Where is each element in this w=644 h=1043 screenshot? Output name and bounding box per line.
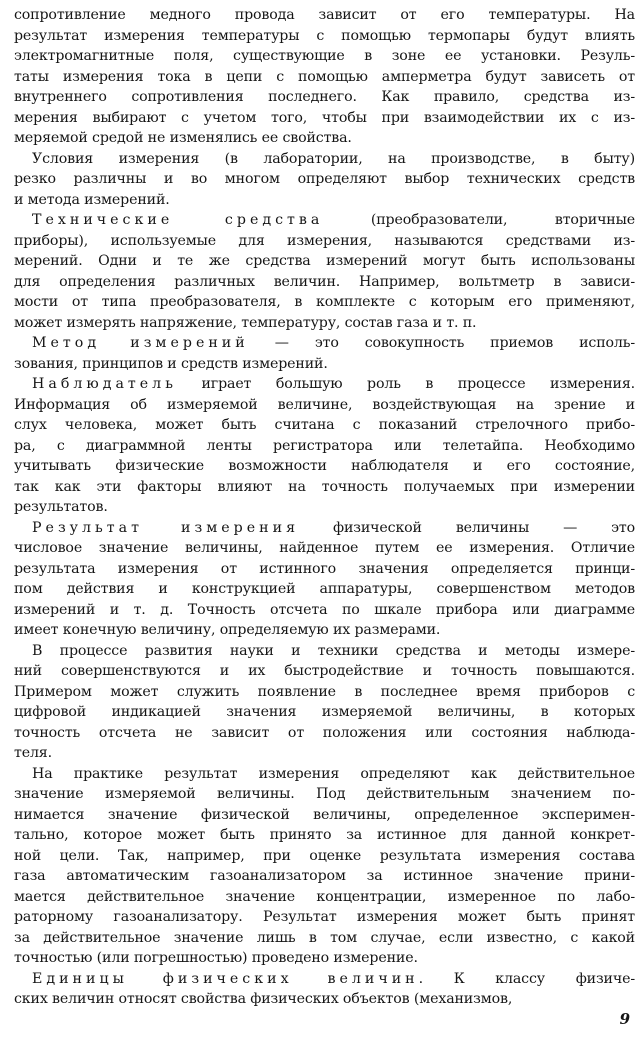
text-line [14, 251, 635, 272]
text-line [14, 538, 635, 559]
text-run: мерения выбирают с учетом того, чтобы при взаимодействии их с из- [14, 109, 635, 126]
text-run: может измерять напряжение, температуру, состав газа и т. п. [14, 314, 477, 331]
text-run: — это совокупность приемов исполь- [248, 335, 635, 351]
text-run: тально, которое может быть принято за истинное для данной конкрет- [14, 827, 635, 843]
text-line [14, 210, 635, 231]
text-line [14, 87, 635, 108]
text-line [14, 231, 635, 252]
text-line [14, 149, 635, 170]
paragraph [14, 210, 635, 333]
text-line [14, 190, 635, 211]
text-run: мерений. Одни и те же средства измерений могут быть использованы [14, 253, 635, 269]
text-run: внутреннего сопротивления последнего. Как правило, средства из- [14, 89, 635, 105]
text-run: числовое значение величины, найденное путем ее измерения. Отличие [14, 540, 635, 556]
text-run: нимается значение физической величины, определенное эксперимен- [14, 806, 635, 823]
text-line [14, 559, 635, 580]
text-line [14, 436, 635, 457]
text-line [14, 805, 635, 826]
text-line [14, 948, 635, 969]
text-run: результата измерения от истинного значения определяется принци- [14, 560, 635, 577]
text-run: таты измерения тока в цепи с помощью амперметра будут зависеть от [14, 68, 635, 85]
body-text [14, 5, 635, 1010]
text-run: На практике результат измерения определяют как действительное [32, 765, 635, 782]
text-line [14, 702, 635, 723]
page-number: 9 [619, 1010, 630, 1028]
text-line [14, 46, 635, 67]
text-line [14, 169, 635, 190]
text-run: меряемой средой не изменялись ее свойства. [14, 130, 352, 146]
text-run: для определения различных величин. Например, вольтметр в зависи- [14, 273, 635, 290]
text-run: физической величины — это [299, 519, 635, 536]
text-line [14, 354, 635, 375]
paragraph [14, 149, 635, 211]
text-line [14, 743, 635, 764]
text-run: ний совершенствуются и их быстродействие и точность повышаются. [14, 663, 635, 679]
text-line [14, 374, 635, 395]
text-run: слух человека, может быть считана с показаний стрелочного прибо- [14, 417, 635, 433]
text-run: результат измерения температуры с помощью термопары будут влиять [14, 27, 635, 44]
text-line [14, 415, 635, 436]
text-line [14, 292, 635, 313]
text-line [14, 682, 635, 703]
text-line [14, 333, 635, 354]
text-line [14, 723, 635, 744]
text-run: так как эти факторы влияют на точность получаемых при измерении [14, 478, 635, 495]
text-run: измерений и т. д. Точность отсчета по шкале прибора или диаграмме [14, 601, 635, 618]
text-run: пом действия и конструкцией аппаратуры, совершенством методов [14, 581, 635, 597]
spaced-term: Наблюдатель [32, 376, 177, 392]
text-line [14, 784, 635, 805]
paragraph [14, 374, 635, 518]
text-line [14, 395, 635, 416]
text-line [14, 272, 635, 293]
text-run: ра, с диаграммной ленты регистратора или телетайпа. Необходимо [14, 437, 635, 454]
text-run: Примером может служить появление в последнее время приборов с [14, 683, 635, 700]
text-run: точность отсчета не зависит от положения или состояния наблюда- [14, 724, 635, 741]
spaced-term: Результат измерения [32, 519, 300, 536]
text-run: цифровой индикацией значения измеряемой величины, в которых [14, 704, 635, 720]
text-line [14, 477, 635, 498]
text-run: (преобразователи, вторичные [323, 212, 635, 228]
text-line [14, 108, 635, 129]
text-line [14, 989, 635, 1010]
text-run: Информация об измеряемой величине, воздействующая на зрение и [14, 396, 635, 413]
text-run: Условия измерения (в лаборатории, на производстве, в быту) [32, 150, 635, 167]
text-line [14, 5, 635, 26]
paragraph [14, 333, 635, 374]
text-line [14, 128, 635, 149]
text-line [14, 313, 635, 334]
text-run: резко различны и во многом определяют выбор технических средств [14, 171, 635, 187]
text-line [14, 67, 635, 88]
text-run: сопротивление медного провода зависит от его температуры. На [14, 7, 635, 23]
text-line [14, 846, 635, 867]
text-run: . К классу физиче- [418, 970, 635, 987]
text-line [14, 661, 635, 682]
text-line [14, 825, 635, 846]
text-run: ной цели. Так, например, при оценке результата измерения состава [14, 847, 635, 864]
text-run: результатов. [14, 499, 108, 515]
text-run: точностью (или погрешностью) проведено измерение. [14, 950, 418, 966]
text-line [14, 969, 635, 990]
spaced-term: Метод измерений [32, 335, 249, 351]
text-line [14, 620, 635, 641]
text-line [14, 518, 635, 539]
text-run: газа автоматическим газоанализатором за истинное значение прини- [14, 868, 635, 884]
text-run: В процессе развития науки и техники средства и методы измере- [32, 642, 635, 659]
text-line [14, 866, 635, 887]
text-run: за действительное значение лишь в том случае, если известно, с какой [14, 929, 635, 946]
text-run: учитывать физические возможности наблюдателя и его состояние, [14, 458, 635, 474]
text-run: играет большую роль в процессе измерения. [176, 376, 635, 392]
text-line [14, 579, 635, 600]
text-line [14, 641, 635, 662]
text-run: приборы), используемые для измерения, называются средствами из- [14, 232, 635, 249]
text-run: значение измеряемой величины. Под действительным значением по- [14, 786, 635, 802]
text-run: и метода измерений. [14, 191, 170, 208]
text-line [14, 456, 635, 477]
text-run: раторному газоанализатору. Результат измерения может быть принят [14, 909, 635, 925]
text-run: ских величин относят свойства физических объектов (механизмов, [14, 991, 513, 1007]
text-run: мости от типа преобразователя, в комплекте с которым его применяют, [14, 294, 635, 310]
spaced-term: Технические средства [32, 212, 324, 228]
text-run: зования, принципов и средств измерений. [14, 355, 328, 372]
text-line [14, 764, 635, 785]
spaced-term: Единицы физических величин [32, 970, 419, 987]
paragraph [14, 5, 635, 149]
text-run: теля. [14, 745, 52, 761]
text-line [14, 600, 635, 621]
text-line [14, 928, 635, 949]
paragraph [14, 518, 635, 641]
text-run: электромагнитные поля, существующие в зоне ее установки. Резуль- [14, 48, 635, 64]
paragraph [14, 764, 635, 969]
text-line [14, 26, 635, 47]
paragraph [14, 969, 635, 1010]
paragraph [14, 641, 635, 764]
text-line [14, 497, 635, 518]
text-line [14, 887, 635, 908]
text-run: имеет конечную величину, определяемую их размерами. [14, 622, 441, 638]
text-run: мается действительное значение концентрации, измеренное по лабо- [14, 888, 635, 905]
text-line [14, 907, 635, 928]
